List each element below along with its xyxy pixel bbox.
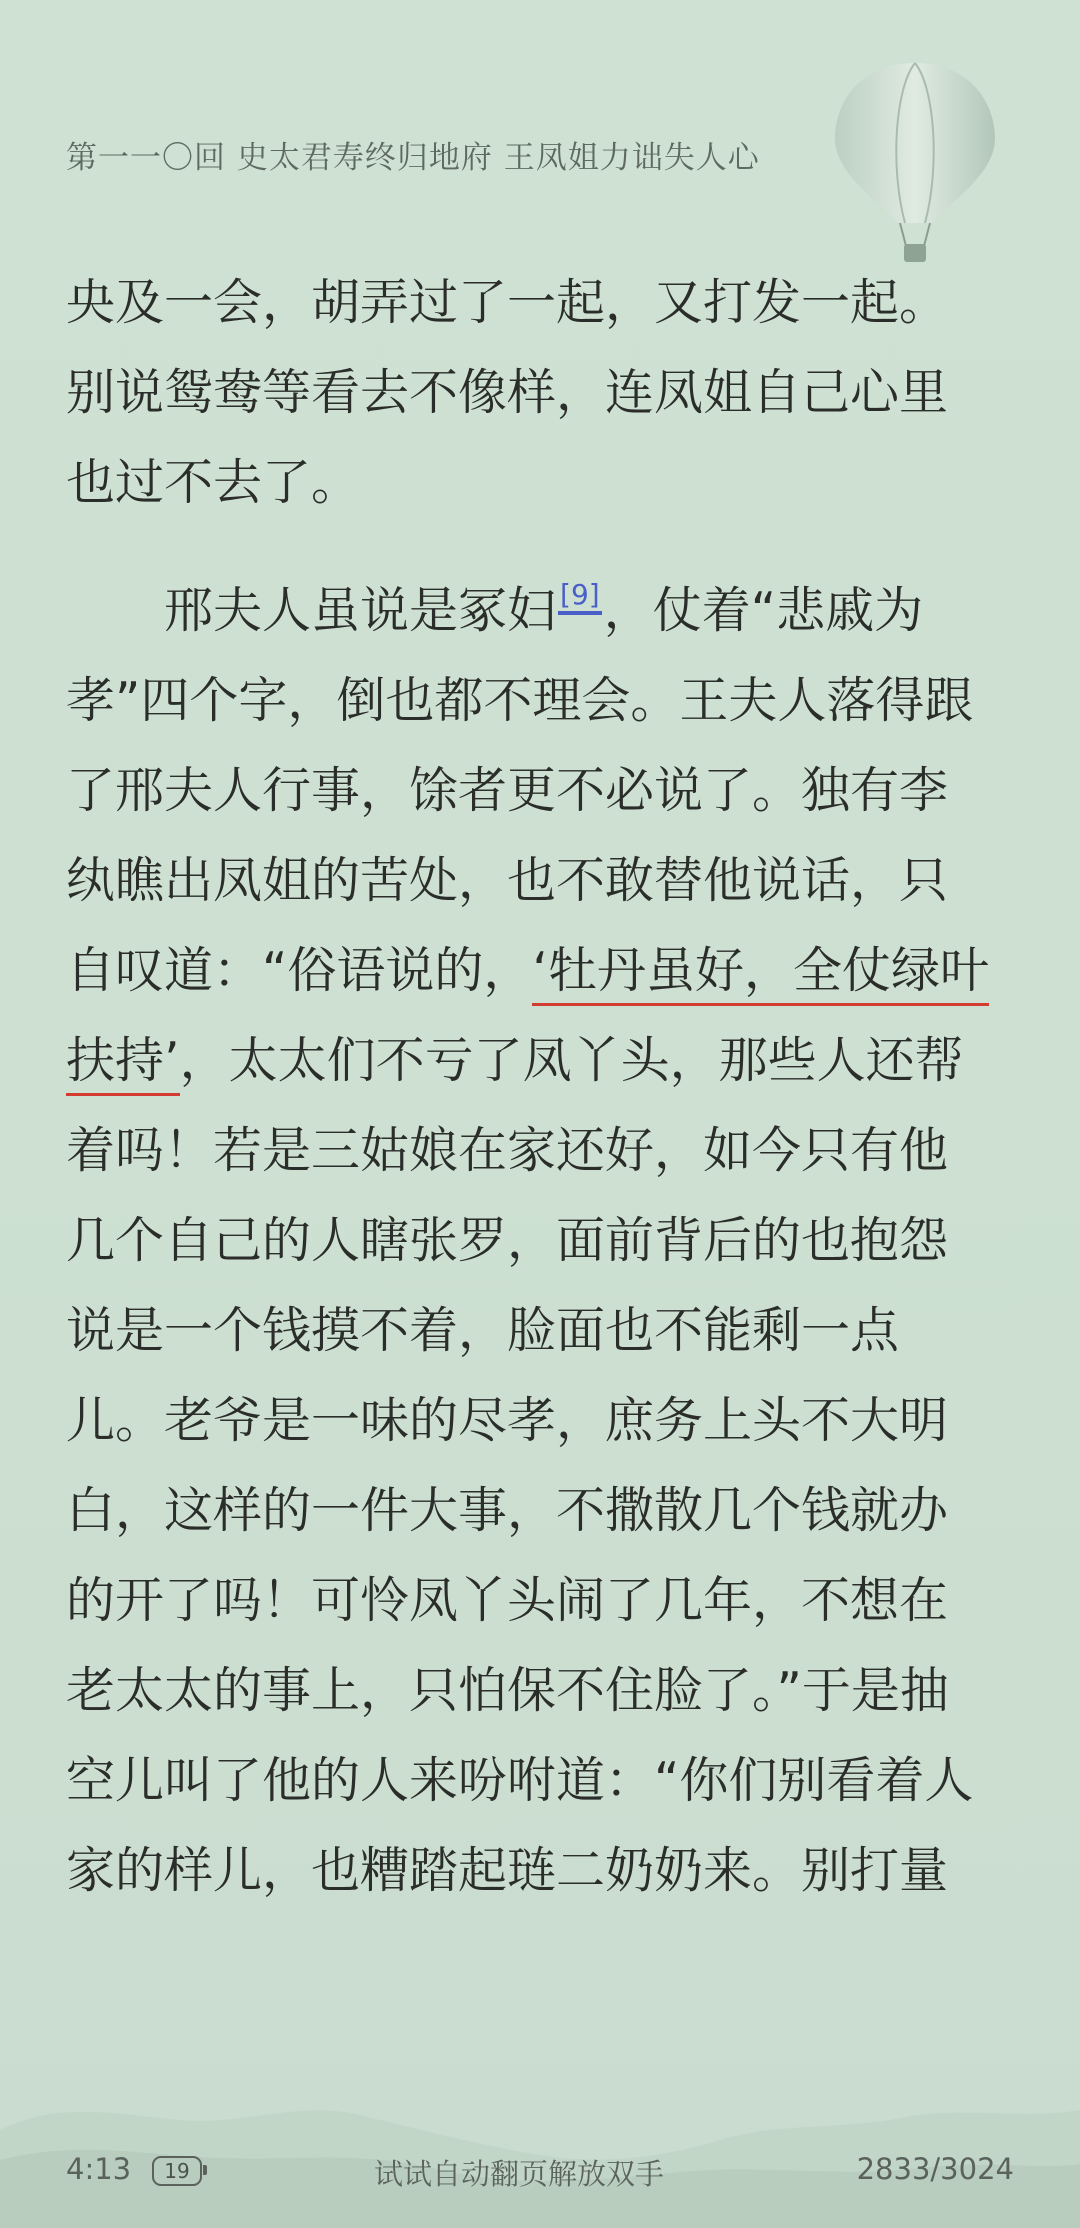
mountain-landscape-icon: [0, 2060, 1080, 2228]
text-line: [66, 926, 1026, 1016]
text-segment: 自叹道：“俗语说的，: [66, 942, 533, 999]
text-line: 央及一会，胡弄过了一起，又打发一起。: [66, 274, 949, 331]
text-line: 了邢夫人行事，馀者更不必说了。独有李: [66, 762, 949, 819]
chapter-title: 第一一〇回 史太君寿终归地府 王凤姐力诎失人心: [66, 140, 760, 176]
text-line: 家的样儿，也糟踏起琏二奶奶来。别打量: [66, 1842, 949, 1899]
clock: 4:13: [66, 2152, 132, 2186]
page-counter: 2833/3024: [856, 2152, 1014, 2186]
text-segment: ，太太们不亏了凤丫头，那些人还帮: [179, 1032, 964, 1089]
text-line: [66, 566, 1026, 656]
auto-page-turn-prompt[interactable]: 试试自动翻页解放双手: [374, 2157, 665, 2191]
text-line: 着吗！若是三姑娘在家还好，如今只有他: [66, 1122, 949, 1179]
annotated-text[interactable]: 扶持’: [66, 1032, 180, 1096]
text-line: 也过不去了。: [66, 454, 361, 511]
text-line: 几个自己的人瞎张罗，面前背后的也抱怨: [66, 1212, 949, 1269]
text-line: 的开了吗！可怜凤丫头闹了几年，不想在: [66, 1572, 949, 1629]
reader-status-bar: [0, 2152, 1080, 2196]
footnote-marker[interactable]: [9]: [558, 578, 602, 615]
annotated-text[interactable]: ‘牡丹虽好，全仗绿叶: [532, 942, 989, 1006]
text-line: 孝”四个字，倒也都不理会。王夫人落得跟: [66, 672, 974, 729]
text-line: 纨瞧出凤姐的苦处，也不敢替他说话，只: [66, 852, 949, 909]
text-line: 儿。老爷是一味的尽孝，庶务上头不大明: [66, 1392, 949, 1449]
battery-icon: 19: [152, 2156, 202, 2186]
text-line: 白，这样的一件大事，不撒散几个钱就办: [66, 1482, 949, 1539]
text-line: 别说鸳鸯等看去不像样，连凤姐自己心里: [66, 364, 949, 421]
text-line: 说是一个钱摸不着，脸面也不能剩一点: [66, 1302, 900, 1359]
hot-air-balloon-icon: [830, 58, 1000, 268]
book-text[interactable]: [66, 258, 1026, 1916]
text-line: 老太太的事上，只怕保不住脸了。”于是抽: [66, 1662, 949, 1719]
text-line: 空儿叫了他的人来吩咐道：“你们别看着人: [66, 1752, 974, 1809]
battery-tip: [203, 2165, 207, 2175]
text-segment: ，仗着“悲戚为: [603, 582, 924, 639]
text-line: [66, 1016, 1026, 1106]
text-segment: 邢夫人虽说是冢妇: [164, 582, 557, 639]
